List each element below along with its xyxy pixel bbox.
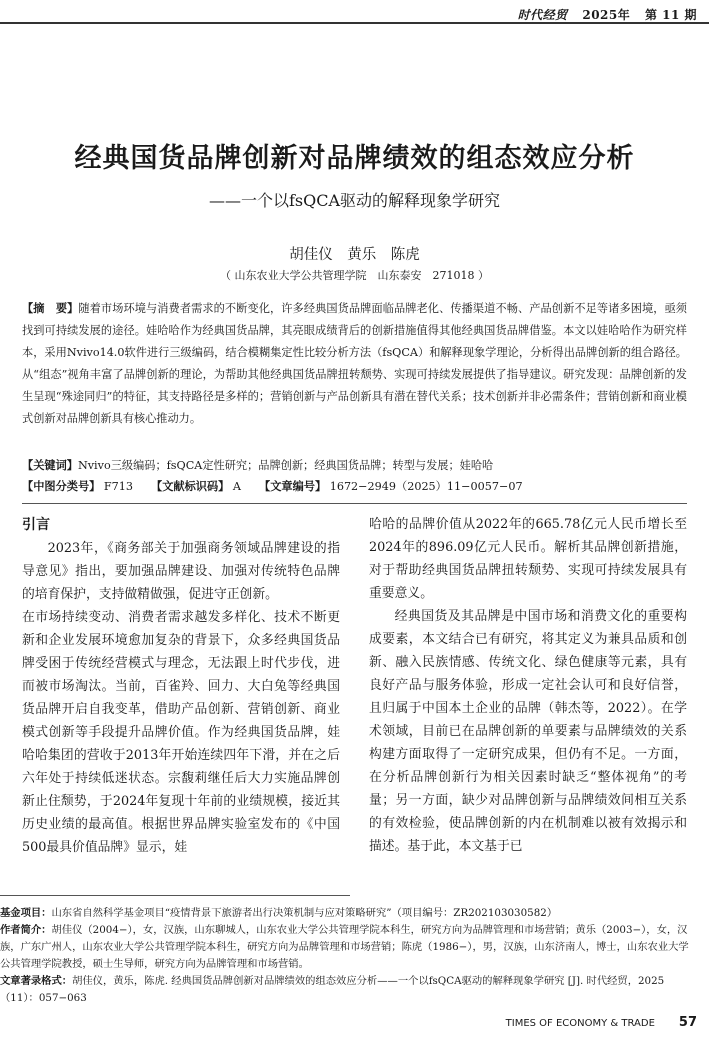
header-rule bbox=[0, 22, 709, 24]
fund-text: 山东省自然科学基金项目“疫情背景下旅游者出行决策机制与应对策略研究”（项目编号：ZR202103030582） bbox=[51, 907, 558, 919]
fund-label: 基金项目： bbox=[0, 907, 52, 919]
footnote-rule bbox=[0, 895, 350, 896]
citation-text: 胡佳仪，黄乐，陈虎. 经典国货品牌创新对品牌绩效的组态效应分析——一个以fsQCA驱动的解释现象学研究 [J]. 时代经贸，2025（11）：057−063 bbox=[0, 975, 665, 1004]
issue-year: 2025年 bbox=[582, 8, 631, 22]
footnotes bbox=[0, 905, 697, 1007]
author-list: 胡佳仪 黄乐 陈虎 bbox=[289, 247, 420, 263]
author-bio-text: 胡佳仪（2004−），女，汉族，山东聊城人，山东农业大学公共管理学院本科生，研究方向为品牌管理和市场营销；黄乐（2003−），女，汉族，广东广州人，山东农业大学公共管理学院本科生，研究方向为品牌管理和市场营销；陈虎（1986−），男，汉族，山东济南人，博士，山东农业大学公共管理学院教授，硕士生导师，研究方向为品牌管理和市场营销。 bbox=[0, 924, 689, 970]
abstract-label: 【摘 要】 bbox=[22, 302, 79, 315]
running-header bbox=[508, 6, 697, 23]
journal-english-name: TIMES OF ECONOMY & TRADE bbox=[505, 1018, 655, 1029]
paragraph: 经典国货及其品牌是中国市场和消费文化的重要构成要素，本文结合已有研究，将其定义为兼具品质和创新、融入民族情感、传统文化、绿色健康等元素，具有良好产品与服务体验，形成一定社会认可和良好信誉，且归属于中国本土企业的品牌（韩杰等，2022）。在学术领域，目前已在品牌创新的单要素与品牌绩效的关系构建方面取得了一定研究成果，但仍有不足。一方面，在分析品牌创新行为相关因素时缺乏“整体视角”的考量；另一方面，缺少对品牌创新与品牌绩效间相互关系的有效检验，使品牌创新的内在机制难以被有效揭示和描述。基于此，本文基于已 bbox=[369, 609, 687, 854]
keywords bbox=[22, 455, 687, 477]
affiliation: （ 山东农业大学公共管理学院 山东泰安 271018 ） bbox=[220, 269, 489, 282]
issue-number: 第 11 期 bbox=[644, 8, 697, 22]
page-footer bbox=[506, 1015, 697, 1030]
author-bio-label: 作者简介： bbox=[0, 924, 52, 936]
class-label: 【中图分类号】 bbox=[22, 480, 101, 493]
paragraph: 在市场持续变动、消费者需求越发多样化、技术不断更新和企业发展环境愈加复杂的背景下，众多经典国货品牌受困于传统经营模式与理念，无法跟上时代步伐，进而被市场淘汰。当前，百雀羚、回力、大白兔等经典国货品牌开启自我变革，借助产品创新、营销创新、商业模式创新等手段提升品牌价值。作为经典国货品牌，娃哈哈集团的营收于2013年开始连续四年下滑，并在之后六年处于持续低迷状态。宗馥莉继任后大力实施品牌创新止住颓势，于2024年复现十年前的业绩规模，接近其历史业绩的最高值。根据世界品牌实验室发布的《中国500最具价值品牌》显示，娃 bbox=[22, 610, 340, 855]
paper-title: 经典国货品牌创新对品牌绩效的组态效应分析 bbox=[74, 143, 635, 174]
body-column-right bbox=[369, 513, 687, 858]
class-value: F713 bbox=[103, 480, 134, 493]
keywords-label: 【关键词】 bbox=[22, 459, 78, 472]
paragraph: 哈哈的品牌价值从2022年的665.78亿元人民币增长至2024年的896.09亿元人民币。解析其品牌创新措施，对于帮助经典国货品牌扭转颓势、实现可持续发展具有重要意义。 bbox=[369, 517, 687, 601]
citation-label: 文章著录格式： bbox=[0, 975, 73, 987]
body-column-left bbox=[22, 513, 340, 859]
keywords-text: Nvivo三级编码；fsQCA定性研究；品牌创新；经典国货品牌；转型与发展；娃哈哈 bbox=[77, 459, 494, 472]
article-number-label: 【文章编号】 bbox=[259, 480, 327, 493]
paragraph: 2023年，《商务部关于加强商务领域品牌建设的指导意见》指出，要加强品牌建设、加强对传统特色品牌的培育保护，支持做精做强，促进守正创新。 bbox=[22, 541, 340, 602]
page-number: 57 bbox=[678, 1015, 697, 1030]
abstract-divider bbox=[22, 503, 687, 504]
doc-code-label: 【文献标识码】 bbox=[151, 480, 230, 493]
abstract bbox=[22, 298, 687, 430]
paper-subtitle: ——一个以fsQCA驱动的解释现象学研究 bbox=[208, 191, 501, 210]
abstract-text: 随着市场环境与消费者需求的不断变化，许多经典国货品牌面临品牌老化、传播渠道不畅、产品创新不足等诸多困境，亟须找到可持续发展的途径。娃哈哈作为经典国货品牌，其亮眼成绩背后的创新措施值得其他经典国货品牌借鉴。本文以娃哈哈作为研究样本，采用Nvivo14.0软件进行三级编码，结合模糊集定性比较分析方法（fsQCA）和解释现象学理论，分析得出品牌创新的组合路径。从“组态”视角丰富了品牌创新的理论，为帮助其他经典国货品牌扭转颓势、实现可持续发展提供了指导建议。研究发现：品牌创新的发生呈现“殊途同归”的特征，其支持路径是多样的；营销创新与产品创新具有潜在替代关系；技术创新并非必需条件；营销创新和商业模式创新对品牌创新具有核心推动力。 bbox=[22, 302, 687, 425]
article-number-value: 1672−2949（2025）11−0057−07 bbox=[329, 480, 523, 493]
section-heading: 引言 bbox=[22, 517, 50, 533]
doc-code-value: A bbox=[232, 480, 241, 493]
journal-name: 时代经贸 bbox=[517, 8, 568, 22]
classification-meta bbox=[22, 478, 687, 494]
